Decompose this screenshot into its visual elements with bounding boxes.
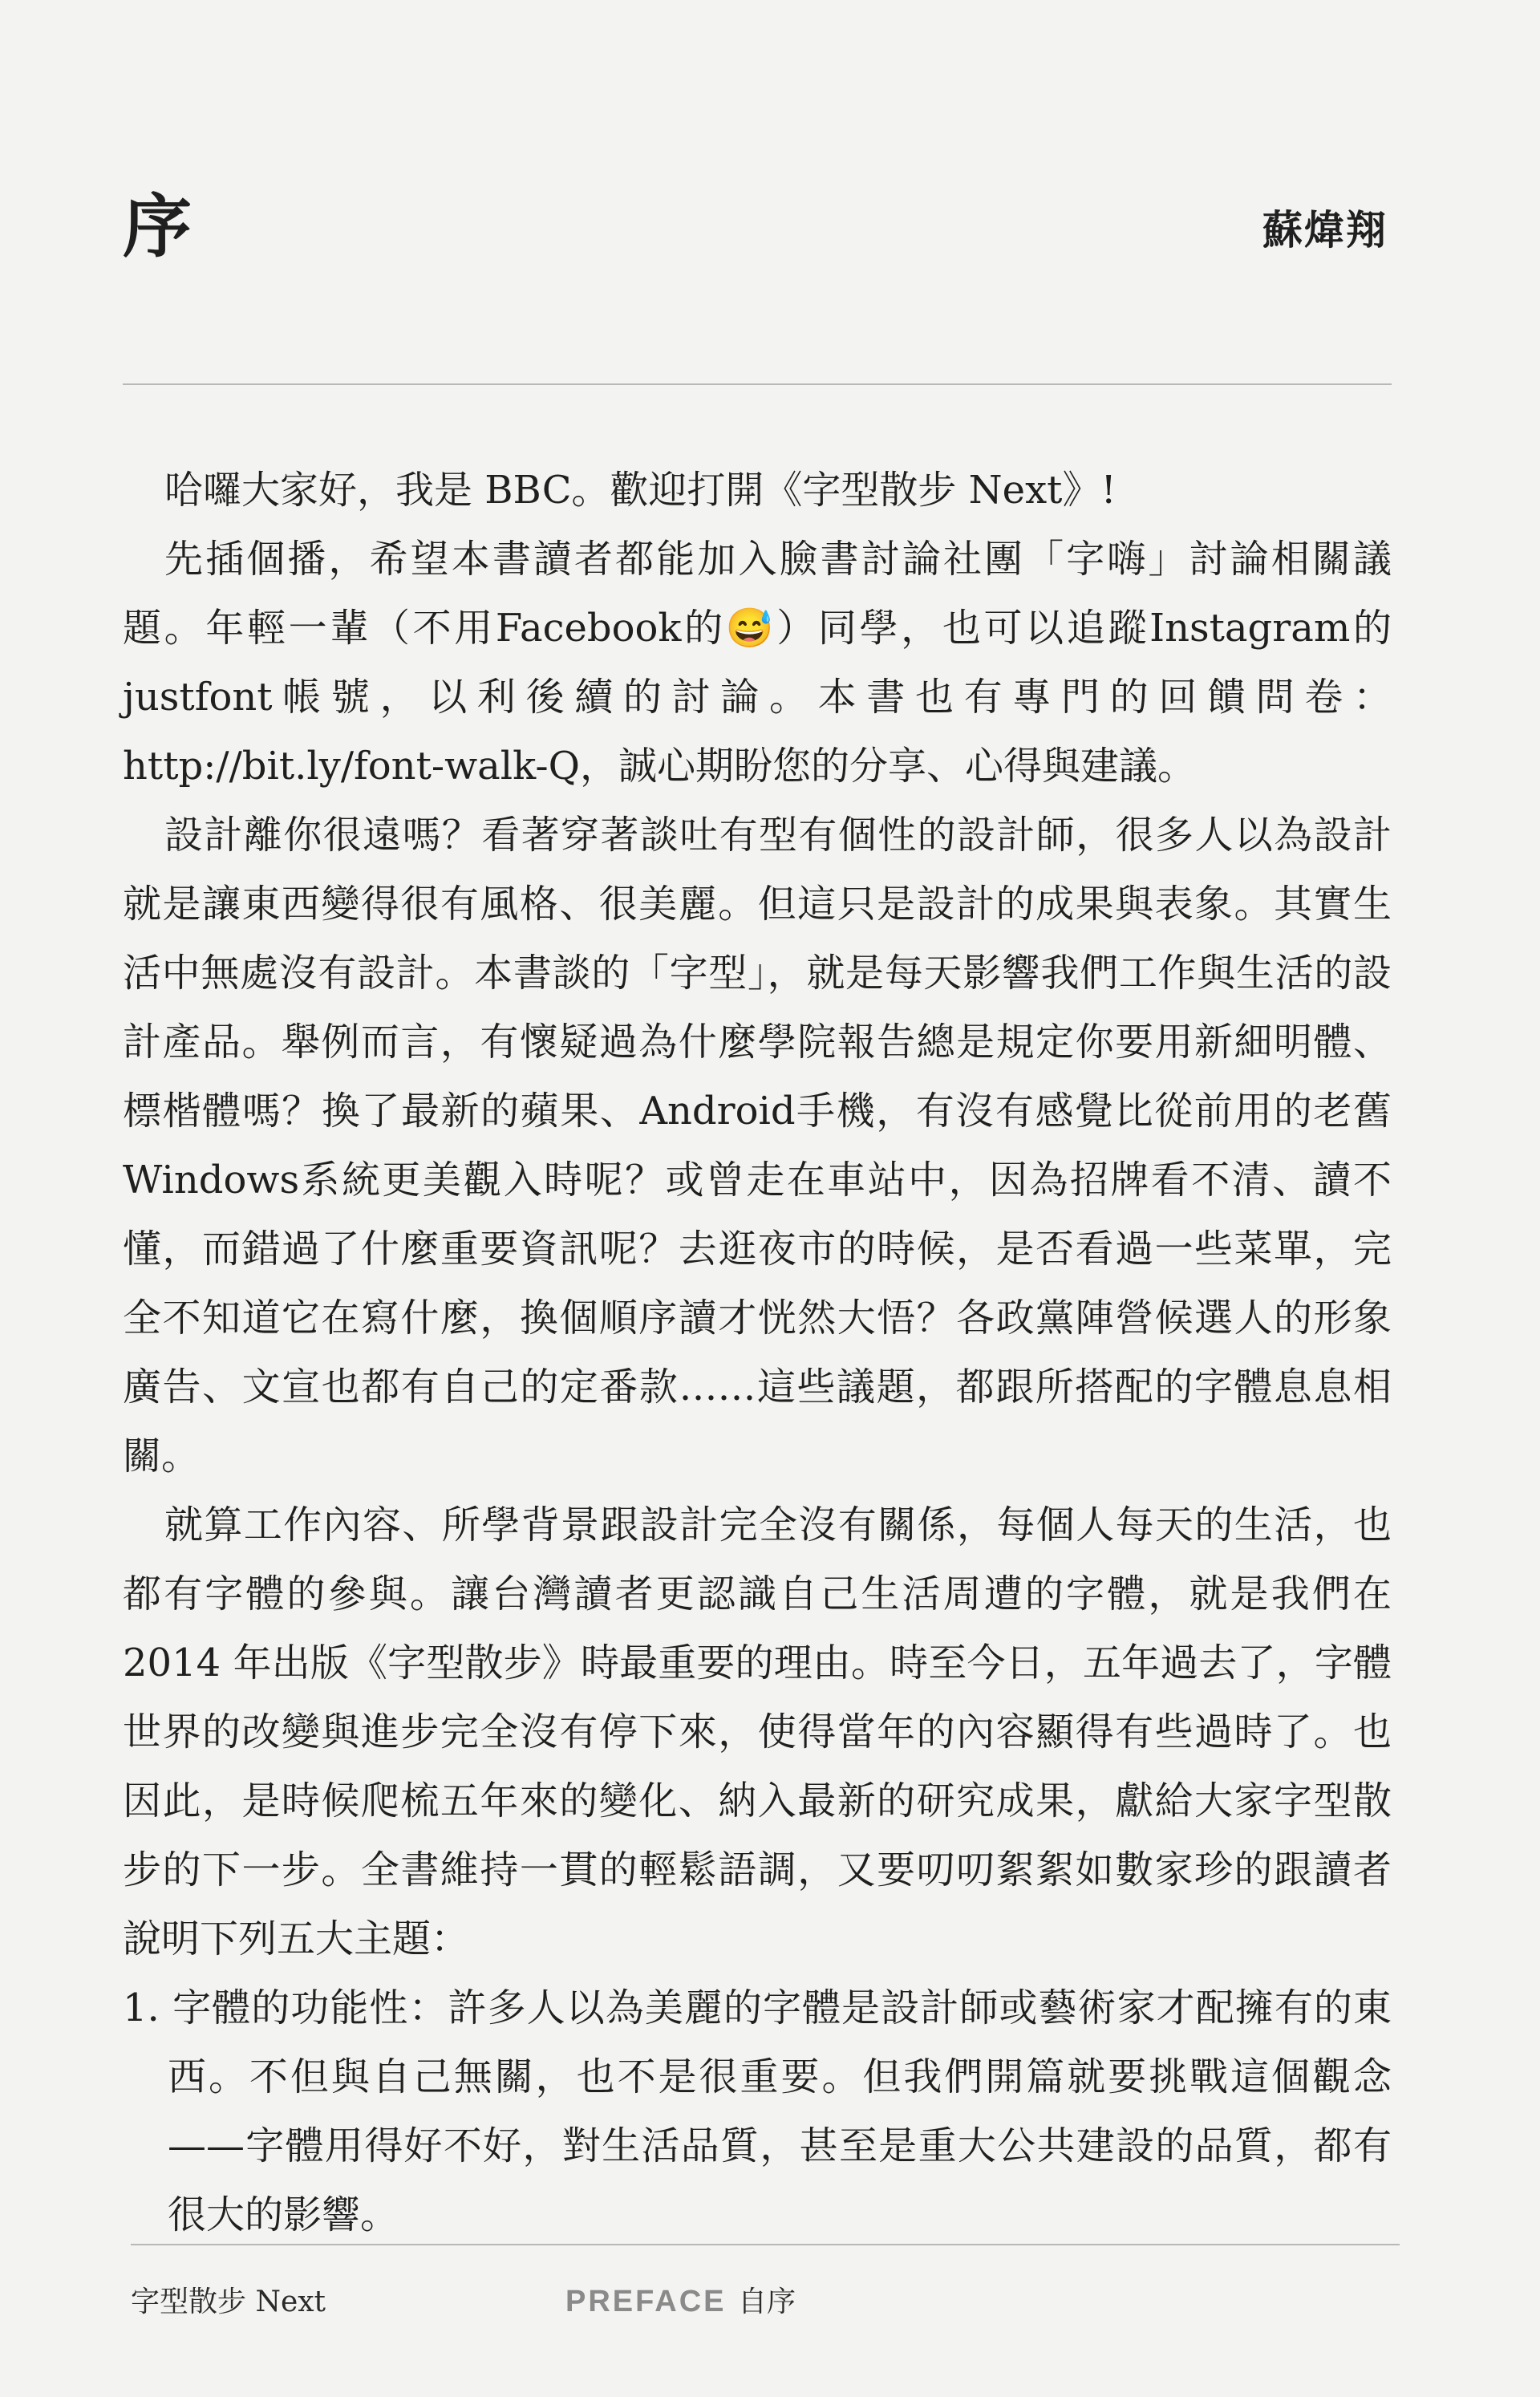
paragraph: 設計離你很遠嗎？看著穿著談吐有型有個性的設計師，很多人以為設計就是讓東西變得很有風格、很美麗。但這只是設計的成果與表象。其實生活中無處沒有設計。本書談的「字型」，就是每天影響我們工作與生活的設計產品。舉例而言，有懷疑過為什麼學院報告總是規定你要用新細明體、標楷體嗎？換了最新的蘋果、Android手機，有沒有感覺比從前用的老舊Windows系統更美觀入時呢？或曾走在車站中，因為招牌看不清、讀不懂，而錯過了什麼重要資訊呢？去逛夜市的時候，是否看過一些菜單，完全不知道它在寫什麼，換個順序讀才恍然大悟？各政黨陣營候選人的形象廣告、文宣也都有自己的定番款……這些議題，都跟所搭配的字體息息相關。	[123, 813, 1392, 1478]
preface-body	[123, 456, 1392, 2249]
topic-item: 1. 字體的功能性：許多人以為美麗的字體是設計師或藝術家才配擁有的東西。不但與自己無關，也不是很重要。但我們開篇就要挑戰這個觀念——字體用得好不好，對生活品質，甚至是重大公共建設的品質，都有很大的影響。	[123, 1985, 1392, 2237]
paragraph: 哈囉大家好，我是 BBC。歡迎打開《字型散步 Next》!	[164, 468, 1116, 513]
author-name: 蘇煒翔	[1262, 206, 1388, 253]
chapter-title: 序	[123, 186, 192, 267]
footer-book-title: 字型散步 Next	[131, 2285, 326, 2318]
paragraph: 先插個播，希望本書讀者都能加入臉書討論社團「字嗨」討論相關議題。年輕一輩（不用Facebook的😅）同學，也可以追蹤Instagram的justfont帳號，以利後續的討論。本書也有專門的回饋問卷：http://bit.ly/font-walk-Q，誠心期盼您的分享、心得與建議。	[123, 537, 1392, 789]
header-divider	[123, 383, 1392, 385]
topic-list	[123, 1973, 1392, 2249]
footer-divider	[131, 2244, 1400, 2245]
footer-section-label: PREFACE	[565, 2285, 727, 2318]
paragraph: 就算工作內容、所學背景跟設計完全沒有關係，每個人每天的生活，也都有字體的參與。讓台灣讀者更認識自己生活周遭的字體，就是我們在 2014 年出版《字型散步》時最重要的理由。時至今日，五年過去了，字體世界的改變與進步完全沒有停下來，使得當年的內容顯得有些過時了。也因此，是時候爬梳五年來的變化、納入最新的研究成果，獻給大家字型散步的下一步。全書維持一貫的輕鬆語調，又要叨叨絮絮如數家珍的跟讀者說明下列五大主題：	[123, 1503, 1392, 1961]
footer-chapter-label: 自序	[738, 2285, 796, 2318]
